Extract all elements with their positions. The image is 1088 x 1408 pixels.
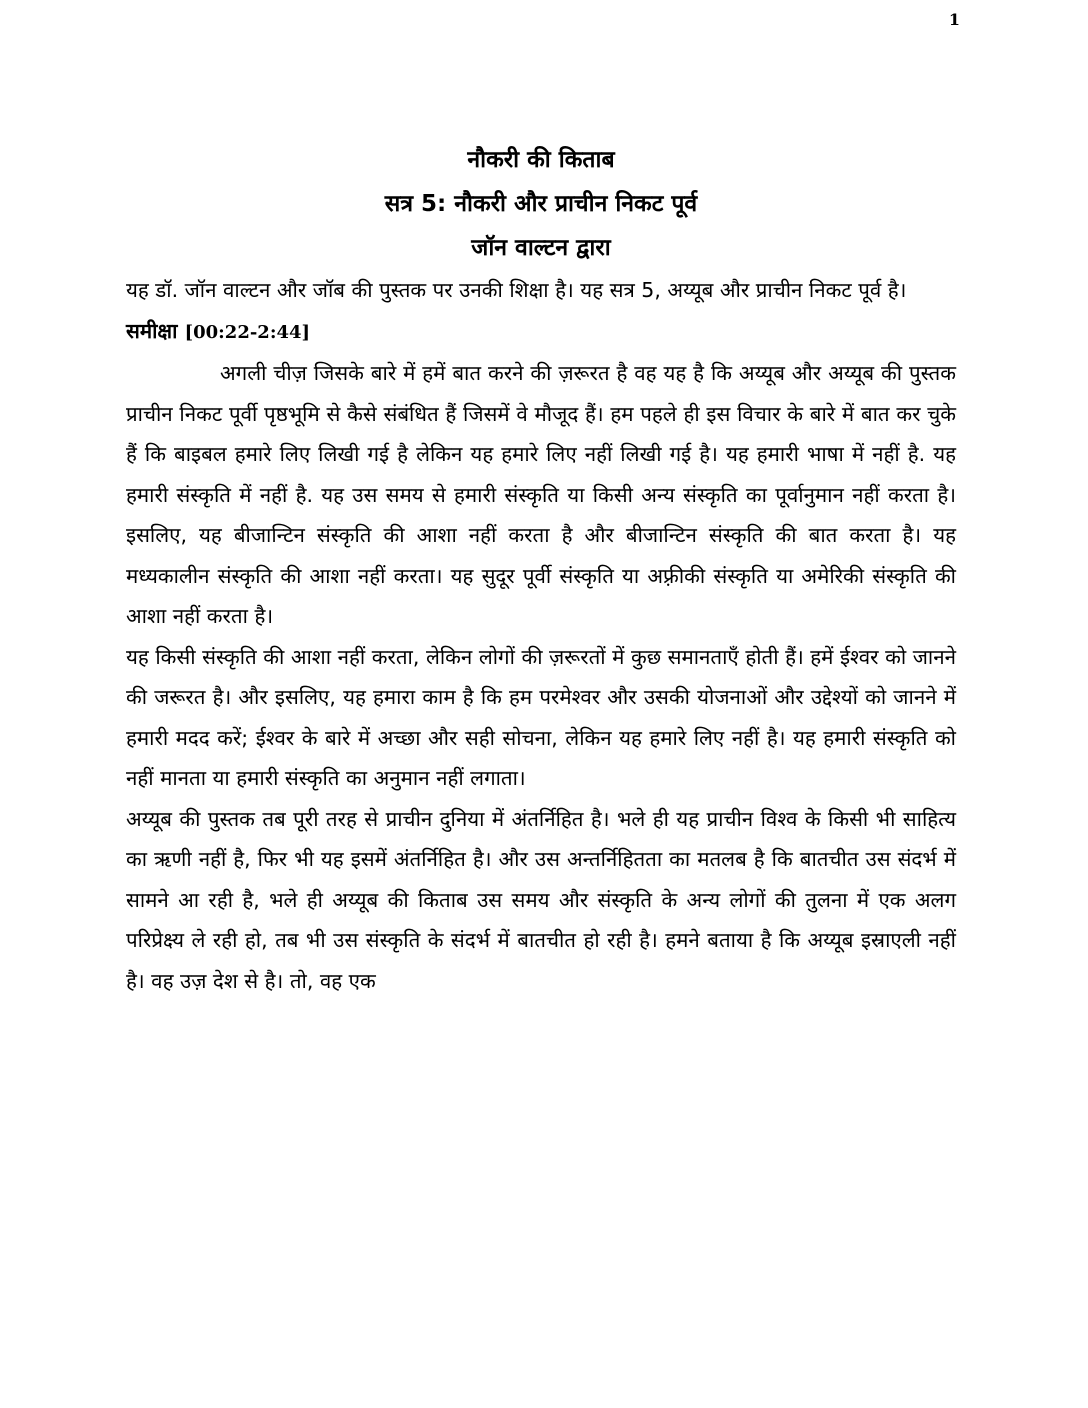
title-line-1: नौकरी की किताब <box>467 147 615 173</box>
intro-paragraph: यह डॉ. जॉन वाल्टन और जॉब की पुस्तक पर उनकी शिक्षा है। यह सत्र 5, अय्यूब और प्राचीन निकट पूर्व है। <box>126 278 907 302</box>
document-body <box>126 138 956 1001</box>
document-title <box>126 138 956 270</box>
page-number: 1 <box>948 10 960 29</box>
section-timestamp: [00:22-2:44] <box>184 321 311 343</box>
section-heading <box>126 311 956 354</box>
section-heading-text: समीक्षा <box>126 318 178 343</box>
title-line-2: सत्र 5: नौकरी और प्राचीन निकट पूर्व <box>384 191 698 217</box>
body-paragraph-3: अय्यूब की पुस्तक तब पूरी तरह से प्राचीन दुनिया में अंतर्निहित है। भले ही यह प्राचीन विश्व के किसी भी साहित्य का ऋणी नहीं है, फिर भी यह इसमें अंतर्निहित है। और उस अन्तर्निहितता का मतलब है कि बातचीत उस संदर्भ में सामने आ रही है, भले ही अय्यूब की किताब उस समय और संस्कृति के अन्य लोगों की तुलना में एक अलग परिप्रेक्ष्य ले रही हो, तब भी उस संस्कृति के संदर्भ में बातचीत हो रही है। हमने बताया है कि अय्यूब इस्राएली नहीं है। वह उज़ देश से है। तो, वह एक <box>126 806 956 993</box>
body-paragraph-2: यह किसी संस्कृति की आशा नहीं करता, लेकिन लोगों की ज़रूरतों में कुछ समानताएँ होती हैं। हमें ईश्वर को जानने की जरूरत है। और इसलिए, यह हमारा काम है कि हम परमेश्वर और उसकी योजनाओं और उद्देश्यों को जानने में हमारी मदद करें; ईश्वर के बारे में अच्छा और सही सोचना, लेकिन यह हमारे लिए नहीं है। यह हमारी संस्कृति को नहीं मानता या हमारी संस्कृति का अनुमान नहीं लगाता। <box>126 644 956 790</box>
body-paragraph-1: अगली चीज़ जिसके बारे में हमें बात करने की ज़रूरत है वह यह है कि अय्यूब और अय्यूब की पुस्तक प्राचीन निकट पूर्वी पृष्ठभूमि से कैसे संबंधित हैं जिसमें वे मौजूद हैं। हम पहले ही इस विचार के बारे में बात कर चुके हैं कि बाइबल हमारे लिए लिखी गई है लेकिन यह हमारे लिए नहीं लिखी गई है। यह हमारी भाषा में नहीं है. यह हमारी संस्कृति में नहीं है. यह उस समय से हमारी संस्कृति या किसी अन्य संस्कृति का पूर्वानुमान नहीं करता है। इसलिए, यह बीजान्टिन संस्कृति की आशा नहीं करता है और बीजान्टिन संस्कृति की बात करता है। यह मध्यकालीन संस्कृति की आशा नहीं करता। यह सुदूर पूर्वी संस्कृति या अफ़्रीकी संस्कृति या अमेरिकी संस्कृति की आशा नहीं करता है। <box>126 361 956 628</box>
title-line-3: जॉन वाल्टन द्वारा <box>471 235 611 261</box>
